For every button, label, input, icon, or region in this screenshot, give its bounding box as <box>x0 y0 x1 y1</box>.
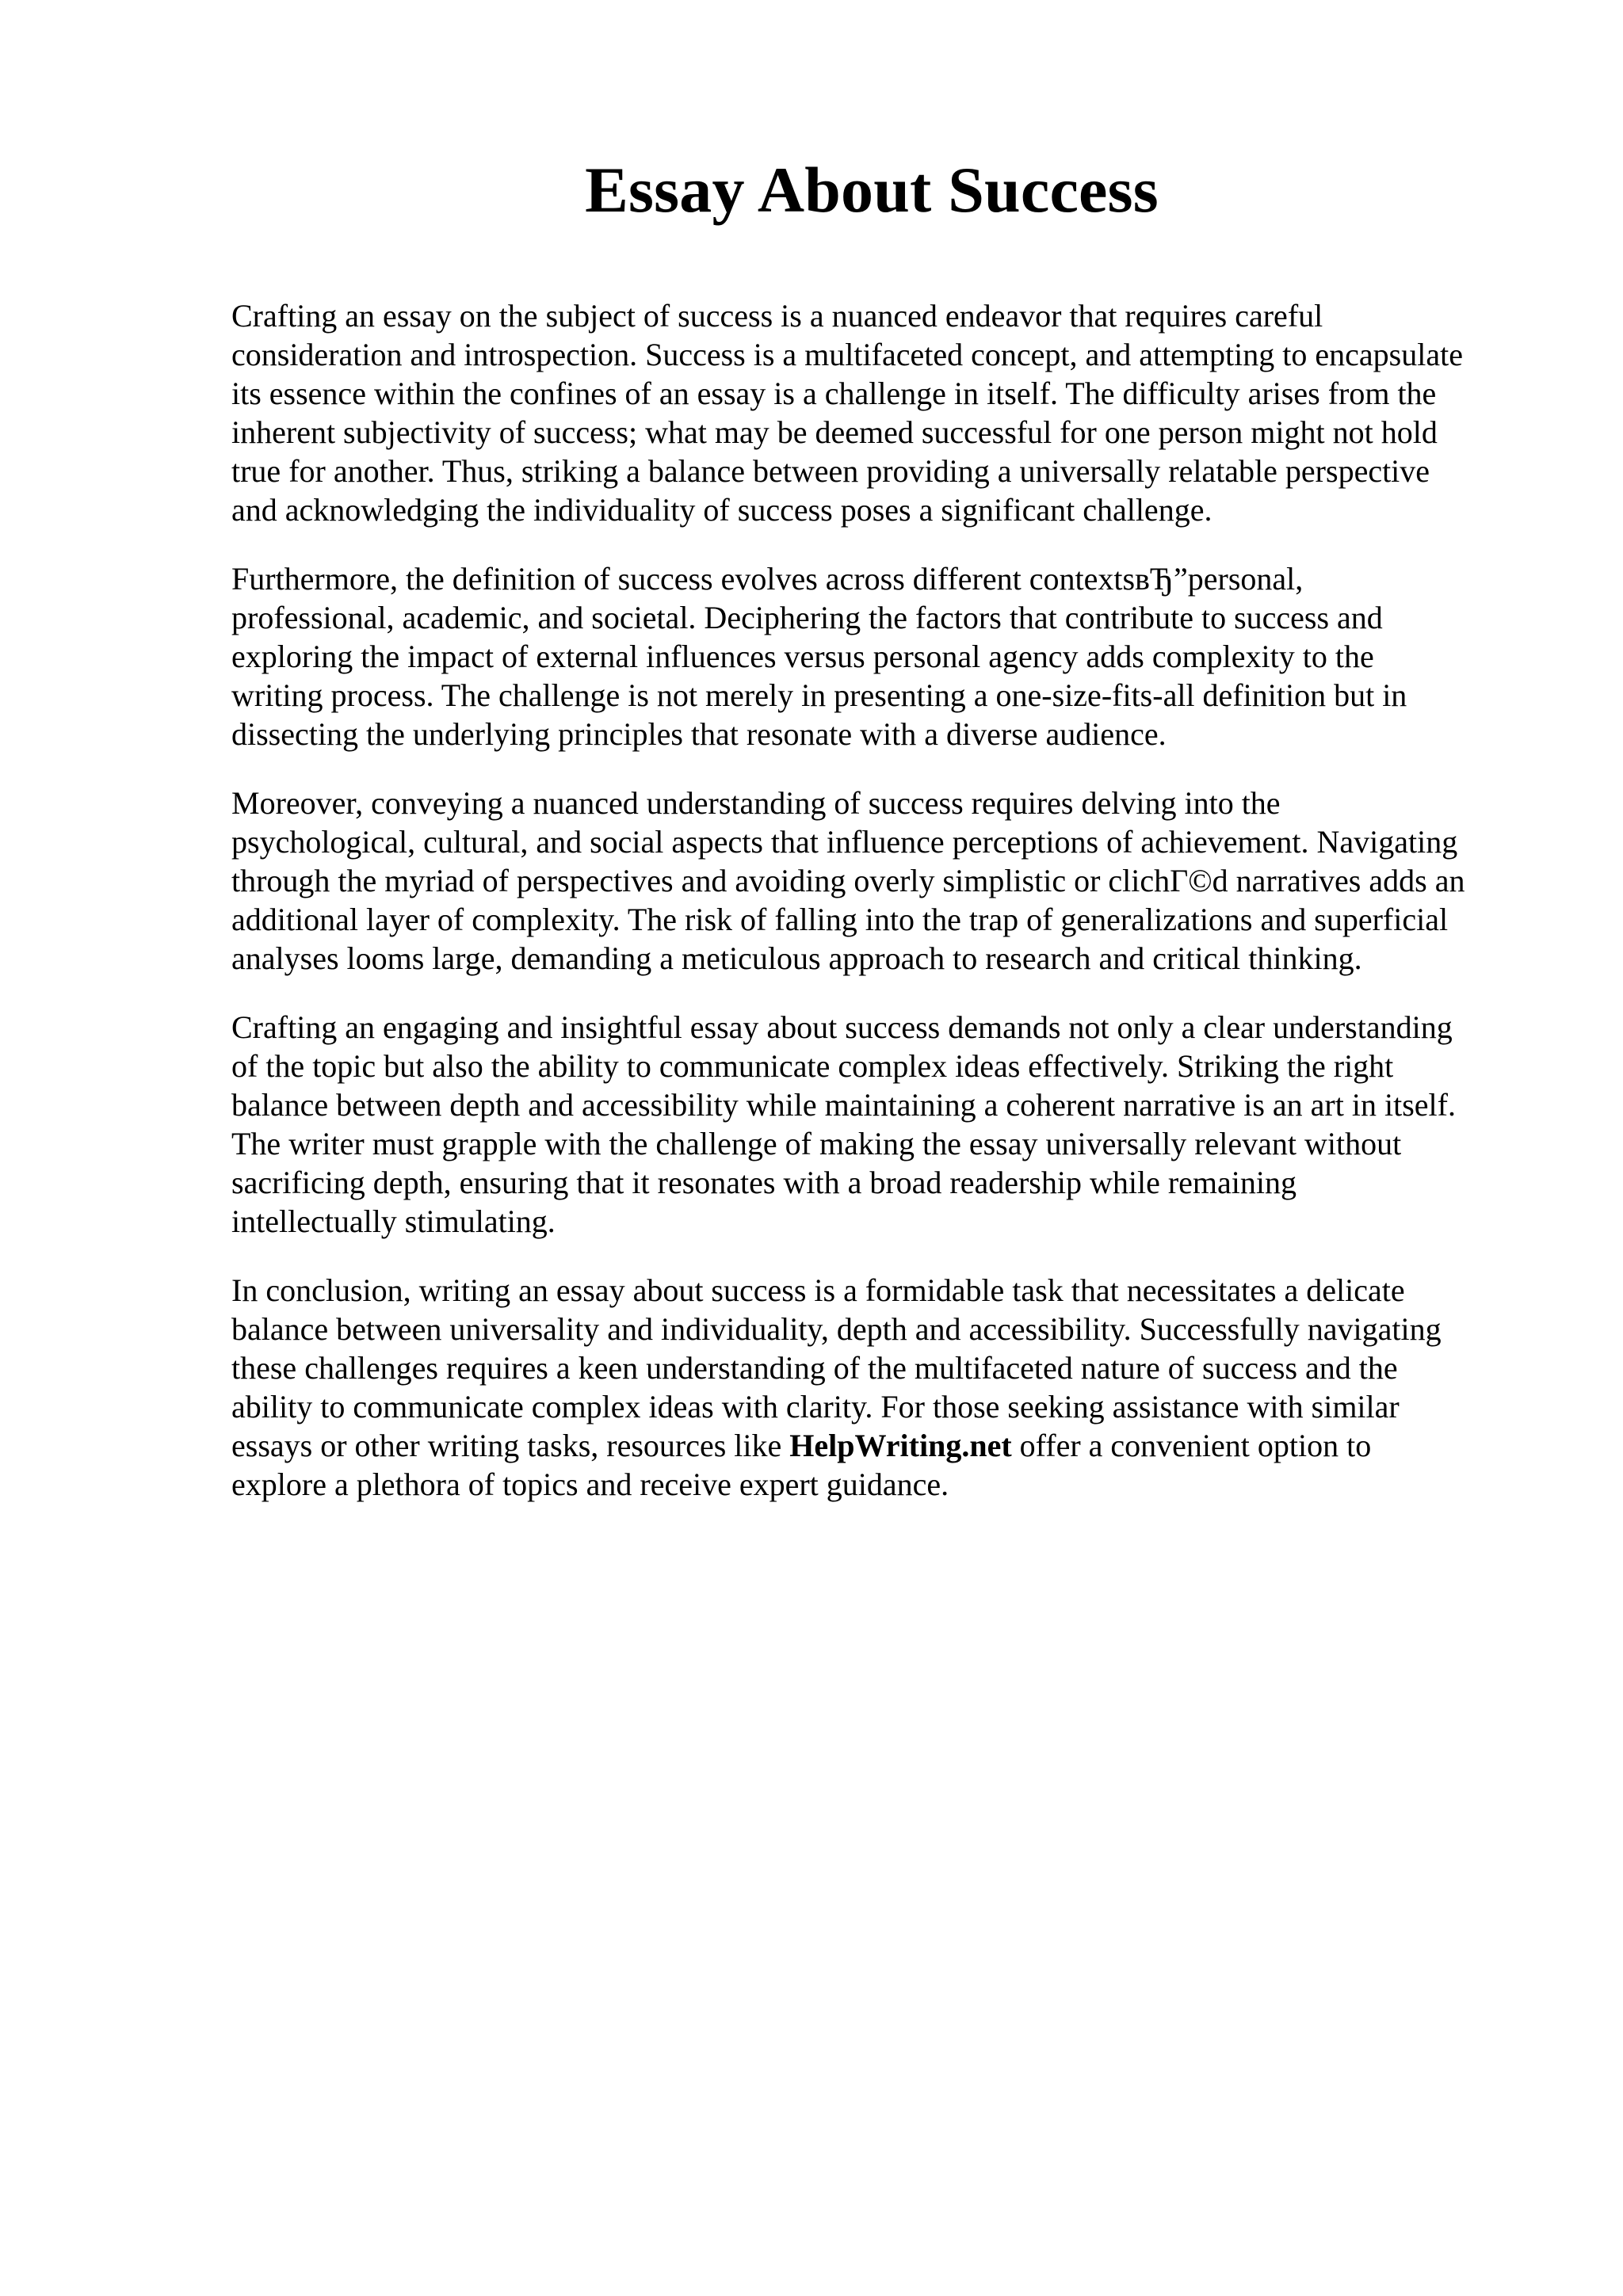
line-text: essays or other writing tasks, resources like <box>231 1428 790 1463</box>
paragraph-line: sacrificing depth, ensuring that it resonates with a broad readership while remaining <box>231 1165 1297 1200</box>
paragraph-line: Crafting an essay on the subject of success is a nuanced endeavor that requires careful <box>231 298 1323 334</box>
line-text: offer a convenient option to <box>1011 1428 1372 1463</box>
paragraph-line: and acknowledging the individuality of success poses a significant challenge. <box>231 492 1212 528</box>
paragraph-line: these challenges requires a keen understanding of the multifaceted nature of success and the <box>231 1350 1398 1386</box>
paragraph-line: inherent subjectivity of success; what may be deemed successful for one person might not hold <box>231 414 1438 450</box>
paragraph-3 <box>231 784 1539 978</box>
paragraph-line: its essence within the confines of an essay is a challenge in itself. The difficulty arises from the <box>231 376 1437 411</box>
paragraph-line: balance between depth and accessibility while maintaining a coherent narrative is an art in itself. <box>231 1087 1456 1123</box>
paragraph-line: analyses looms large, demanding a meticulous approach to research and critical thinking. <box>231 940 1362 976</box>
paragraph-line: The writer must grapple with the challenge of making the essay universally relevant without <box>231 1126 1402 1161</box>
paragraph-line: balance between universality and individuality, depth and accessibility. Successfully navigating <box>231 1311 1442 1347</box>
paragraph-line: In conclusion, writing an essay about success is a formidable task that necessitates a delicate <box>231 1272 1405 1308</box>
paragraph-line: exploring the impact of external influences versus personal agency adds complexity to the <box>231 639 1374 674</box>
paragraph-line: consideration and introspection. Success is a multifaceted concept, and attempting to encapsulate <box>231 337 1463 372</box>
paragraph-line: explore a plethora of topics and receive expert guidance. <box>231 1466 949 1502</box>
paragraph-line: Crafting an engaging and insightful essay about success demands not only a clear understanding <box>231 1009 1453 1045</box>
paragraph-2 <box>231 559 1539 753</box>
paragraph-line: through the myriad of perspectives and avoiding overly simplistic or clichГ©d narratives adds an <box>231 863 1465 898</box>
page-title: Essay About Success <box>585 154 1159 226</box>
paragraph-line: ability to communicate complex ideas with clarity. For those seeking assistance with similar <box>231 1389 1400 1425</box>
paragraph-line: professional, academic, and societal. Deciphering the factors that contribute to success and <box>231 600 1383 635</box>
essay-body <box>231 296 1539 1534</box>
paragraph-conclusion <box>231 1271 1539 1504</box>
paragraph-4 <box>231 1008 1539 1241</box>
paragraph-line: dissecting the underlying principles that resonate with a diverse audience. <box>231 716 1167 752</box>
paragraph-line: psychological, cultural, and social aspects that influence perceptions of achievement. Navigating <box>231 824 1458 860</box>
paragraph-line: Moreover, conveying a nuanced understanding of success requires delving into the <box>231 785 1281 821</box>
paragraph-line: additional layer of complexity. The risk of falling into the trap of generalizations and superficial <box>231 902 1449 937</box>
paragraph-line <box>231 1426 1539 1465</box>
paragraph-line: true for another. Thus, striking a balance between providing a universally relatable perspective <box>231 453 1430 489</box>
brand-name: HelpWriting.net <box>789 1428 1012 1463</box>
paragraph-line: intellectually stimulating. <box>231 1203 556 1239</box>
paragraph-line: Furthermore, the definition of success evolves across different contextsвЂ”personal, <box>231 561 1304 597</box>
paragraph-1 <box>231 296 1539 529</box>
paragraph-line: of the topic but also the ability to communicate complex ideas effectively. Striking the right <box>231 1048 1394 1084</box>
paragraph-line: writing process. The challenge is not merely in presenting a one-size-fits-all definition but in <box>231 677 1407 713</box>
